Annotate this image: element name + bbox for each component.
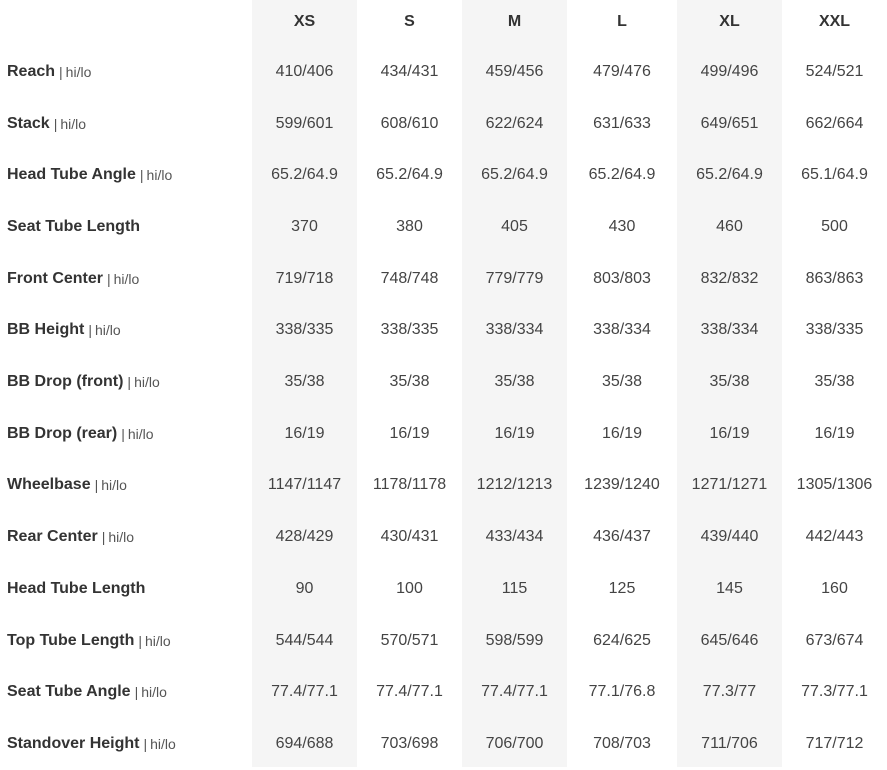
table-cell-xl: 16/19 <box>709 424 750 442</box>
table-row-head-tube-angle <box>0 149 887 201</box>
table-cell-m: 35/38 <box>494 373 535 391</box>
table-cell-l: 77.1/76.8 <box>588 683 656 701</box>
table-cell-l: 1239/1240 <box>584 476 660 494</box>
table-cell-xs: 370 <box>291 217 318 235</box>
table-cell-xl: 338/334 <box>700 321 759 339</box>
row-label-hilo: hi/lo <box>113 270 140 287</box>
row-label-name: BB Drop (rear) <box>7 424 118 442</box>
row-label-name: Rear Center <box>7 528 98 546</box>
table-cell-m: 433/434 <box>485 528 544 546</box>
table-cell-s: 338/335 <box>380 321 439 339</box>
table-cell-xl: 460 <box>716 217 743 235</box>
label-separator: | <box>138 632 143 649</box>
table-cell-s: 434/431 <box>380 62 439 80</box>
table-cell-xs: 77.4/77.1 <box>271 683 338 701</box>
label-separator: | <box>121 425 125 442</box>
row-label-name: Head Tube Length <box>7 579 146 597</box>
row-label <box>7 718 176 770</box>
table-cell-s: 77.4/77.1 <box>376 683 443 701</box>
table-cell-xxl: 717/712 <box>805 734 864 752</box>
table-cell-xs: 16/19 <box>284 424 325 442</box>
table-cell-l: 624/625 <box>593 631 651 649</box>
table-cell-l: 16/19 <box>601 424 643 442</box>
row-label-hilo: hi/lo <box>108 529 135 546</box>
table-cell-xl: 65.2/64.9 <box>696 166 763 184</box>
table-cell-xl: 832/832 <box>700 269 759 287</box>
table-cell-xl: 499/496 <box>700 62 759 80</box>
table-row-bb-drop-front <box>0 356 887 408</box>
table-cell-xl: 645/646 <box>700 631 759 649</box>
table-cell-xxl: 65.1/64.9 <box>801 166 868 184</box>
table-cell-l: 708/703 <box>593 734 651 752</box>
table-cell-m: 405 <box>501 217 528 235</box>
table-cell-s: 570/571 <box>380 631 439 649</box>
table-cell-xs: 35/38 <box>284 373 325 391</box>
table-row-bb-height <box>0 305 887 357</box>
table-cell-xs: 90 <box>295 579 314 597</box>
table-cell-xs: 1147/1147 <box>267 476 342 494</box>
table-cell-m: 65.2/64.9 <box>481 166 548 184</box>
table-cell-xl: 35/38 <box>709 373 750 391</box>
table-row-head-tube-length <box>0 563 887 615</box>
table-cell-xxl: 500 <box>821 217 848 235</box>
table-cell-l: 35/38 <box>601 373 643 391</box>
table-cell-m: 779/779 <box>485 269 544 287</box>
table-cell-m: 622/624 <box>485 114 544 132</box>
row-label-hilo: hi/lo <box>127 425 154 442</box>
label-separator: | <box>53 115 58 132</box>
table-row-stack <box>0 98 887 150</box>
table-cell-xxl: 77.3/77.1 <box>801 683 868 701</box>
label-separator: | <box>134 684 139 701</box>
table-cell-s: 748/748 <box>380 269 439 287</box>
table-cell-xl: 145 <box>716 579 743 597</box>
label-separator: | <box>143 735 148 752</box>
table-cell-xxl: 1305/1306 <box>796 476 873 494</box>
row-label-hilo: hi/lo <box>150 735 176 752</box>
label-separator: | <box>94 477 99 494</box>
row-label <box>7 149 172 201</box>
table-cell-xs: 338/335 <box>275 321 334 339</box>
table-cell-xs: 428/429 <box>275 528 334 546</box>
row-label <box>7 511 134 563</box>
size-header-row <box>0 0 887 46</box>
table-cell-l: 125 <box>608 579 636 597</box>
label-separator: | <box>88 322 92 339</box>
table-row-seat-tube-angle <box>0 666 887 718</box>
row-label <box>7 46 91 98</box>
table-row-front-center <box>0 253 887 305</box>
table-row-seat-tube-length <box>0 201 887 253</box>
table-cell-xl: 711/706 <box>701 734 758 752</box>
table-row-reach <box>0 46 887 98</box>
row-label <box>7 563 145 615</box>
table-cell-xxl: 524/521 <box>805 62 864 80</box>
row-label-name: Wheelbase <box>7 476 91 494</box>
table-cell-s: 16/19 <box>389 424 430 442</box>
table-cell-l: 803/803 <box>593 269 651 287</box>
row-label <box>7 460 127 512</box>
table-cell-xs: 719/718 <box>275 269 334 287</box>
row-label <box>7 356 160 408</box>
table-cell-m: 598/599 <box>485 631 544 649</box>
table-cell-xl: 1271/1271 <box>691 476 768 494</box>
row-label-name: Head Tube Angle <box>7 166 136 184</box>
label-separator: | <box>139 167 144 184</box>
row-label-name: Seat Tube Length <box>7 217 141 235</box>
table-cell-xxl: 442/443 <box>805 528 864 546</box>
label-separator: | <box>101 529 106 546</box>
row-label-name: Reach <box>7 62 56 80</box>
row-label-hilo: hi/lo <box>60 115 87 132</box>
table-cell-xxl: 662/664 <box>805 114 864 132</box>
table-row-rear-center <box>0 511 887 563</box>
size-header-xxl: XXL <box>818 13 851 30</box>
table-row-top-tube-length <box>0 615 887 667</box>
table-cell-xxl: 160 <box>821 579 848 597</box>
size-header-s: S <box>404 13 415 30</box>
table-cell-s: 703/698 <box>380 734 439 752</box>
table-row-bb-drop-rear <box>0 408 887 460</box>
table-cell-xl: 77.3/77 <box>702 683 757 701</box>
row-label-name: BB Height <box>7 321 85 339</box>
row-label-name: Seat Tube Angle <box>7 683 131 701</box>
table-cell-xxl: 673/674 <box>805 631 864 649</box>
table-cell-xxl: 863/863 <box>805 269 864 287</box>
table-cell-l: 65.2/64.9 <box>588 166 656 184</box>
table-cell-xl: 649/651 <box>700 114 759 132</box>
table-cell-l: 479/476 <box>593 62 651 80</box>
label-separator: | <box>59 63 63 80</box>
table-cell-m: 77.4/77.1 <box>481 683 548 701</box>
table-cell-s: 65.2/64.9 <box>376 166 443 184</box>
table-cell-xs: 410/406 <box>275 62 334 80</box>
table-cell-xs: 65.2/64.9 <box>271 166 338 184</box>
row-label-hilo: hi/lo <box>65 63 92 80</box>
table-row-standover-height <box>0 718 887 770</box>
table-cell-m: 16/19 <box>494 424 535 442</box>
size-header-l: L <box>617 13 627 30</box>
table-cell-xxl: 338/335 <box>805 321 864 339</box>
label-separator: | <box>107 270 111 287</box>
table-cell-xs: 544/544 <box>275 631 334 649</box>
table-cell-l: 338/334 <box>593 321 651 339</box>
table-cell-xxl: 35/38 <box>814 373 855 391</box>
table-cell-xs: 599/601 <box>275 114 334 132</box>
table-cell-xxl: 16/19 <box>814 424 855 442</box>
size-header-xs: XS <box>293 13 316 30</box>
row-label <box>7 98 86 150</box>
row-label-hilo: hi/lo <box>101 477 127 494</box>
row-label-hilo: hi/lo <box>146 167 173 184</box>
row-label <box>7 253 139 305</box>
table-cell-m: 459/456 <box>485 62 544 80</box>
table-cell-m: 706/700 <box>485 734 544 752</box>
row-label-hilo: hi/lo <box>94 322 121 339</box>
table-cell-s: 608/610 <box>380 114 439 132</box>
row-label-hilo: hi/lo <box>134 374 160 391</box>
row-label-name: Stack <box>7 114 50 132</box>
table-row-wheelbase <box>0 460 887 512</box>
table-cell-l: 436/437 <box>593 528 651 546</box>
row-label-name: Front Center <box>7 269 103 287</box>
row-label <box>7 408 154 460</box>
table-cell-m: 338/334 <box>485 321 544 339</box>
row-label <box>7 305 121 357</box>
row-label-name: BB Drop (front) <box>7 373 124 391</box>
row-label <box>7 615 171 667</box>
row-label <box>7 666 167 718</box>
table-cell-m: 1212/1213 <box>476 476 553 494</box>
row-label-name: Standover Height <box>7 734 140 752</box>
label-separator: | <box>127 374 132 391</box>
table-cell-s: 430/431 <box>380 528 439 546</box>
table-cell-s: 35/38 <box>389 373 430 391</box>
table-cell-xs: 694/688 <box>275 734 334 752</box>
table-cell-l: 430 <box>608 217 636 235</box>
table-cell-xl: 439/440 <box>700 528 759 546</box>
table-cell-l: 631/633 <box>593 114 651 132</box>
table-cell-s: 380 <box>396 217 423 235</box>
row-label-hilo: hi/lo <box>141 684 167 701</box>
table-cell-m: 115 <box>501 579 528 597</box>
table-cell-s: 100 <box>396 579 423 597</box>
size-header-m: M <box>507 13 522 30</box>
row-label <box>7 201 140 253</box>
table-cell-s: 1178/1178 <box>372 476 447 494</box>
size-header-xl: XL <box>719 13 740 30</box>
row-label-name: Top Tube Length <box>7 631 135 649</box>
row-label-hilo: hi/lo <box>145 632 171 649</box>
